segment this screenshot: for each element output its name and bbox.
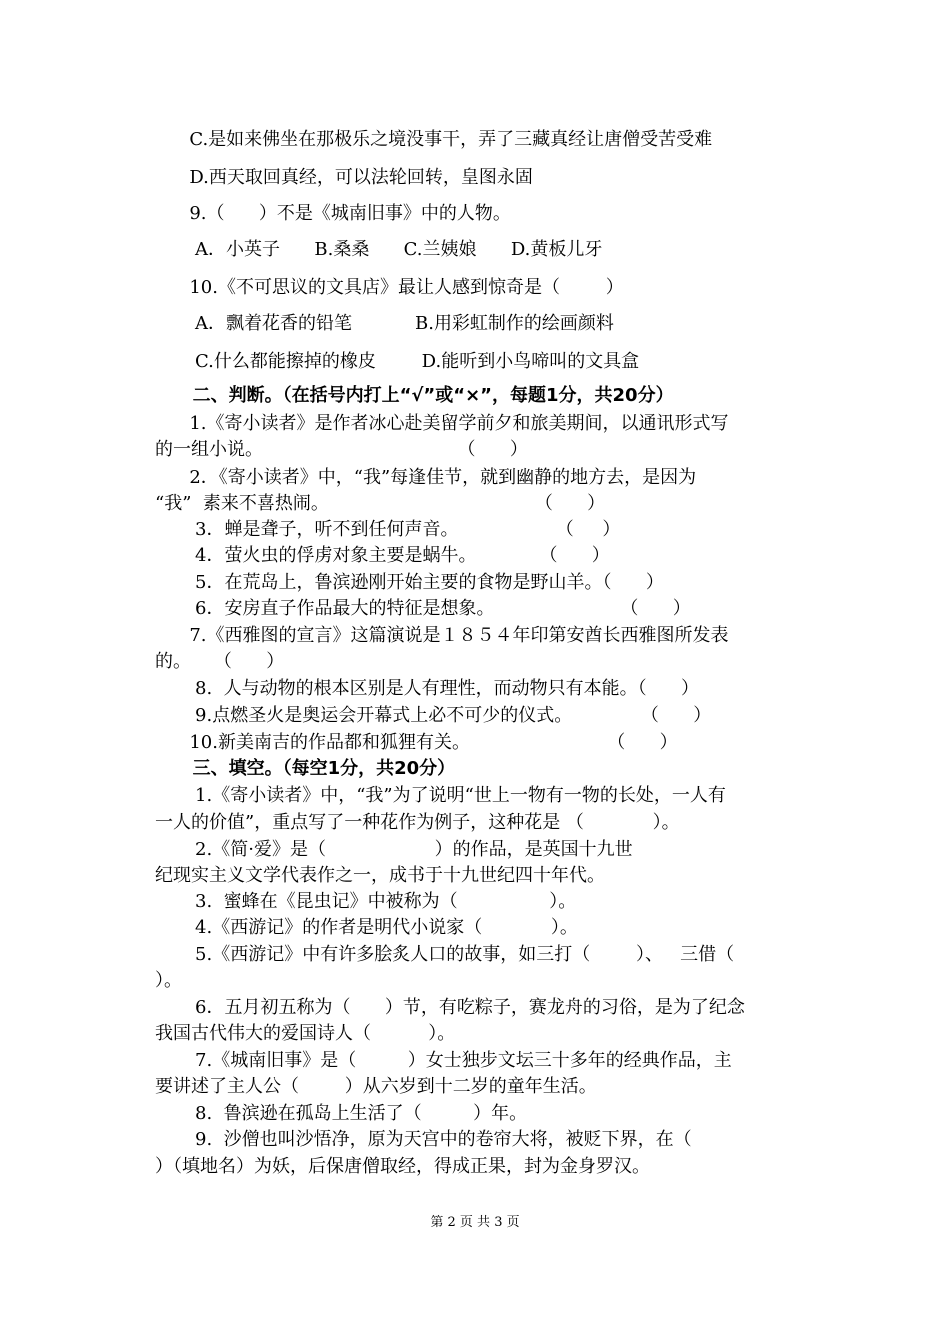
text-line: C.什么都能擦掉的橡皮 D.能听到小鸟啼叫的文具盒 [155,351,640,372]
text-line: 8. 鲁滨逊在孤岛上生活了（ ）年。 [155,1103,528,1124]
text-line: 的。 （ ） [155,651,285,672]
text-line: 纪现实主义文学代表作之一，成书于十九世纪四十年代。 [155,865,605,886]
text-line: 我国古代伟大的爱国诗人（ ）。 [155,1023,456,1044]
text-line: 的一组小说。 （ ） [155,439,528,460]
text-line: 8. 人与动物的根本区别是人有理性，而动物只有本能。（ ） [155,678,699,699]
text-line: 要讲述了主人公（ ）从六岁到十二岁的童年生活。 [155,1076,597,1097]
text-line: 4．萤火虫的俘虏对象主要是蜗牛。 （ ） [155,545,610,566]
text-line: 10.《不可思议的文具店》最让人感到惊奇是（ ） [155,277,624,298]
text-line: 10.新美南吉的作品都和狐狸有关。 （ ） [155,732,678,753]
text-line: 1.《寄小读者》中，“我”为了说明“世上一物有一物的长处，一人有 [155,785,726,806]
text-line: “我” 素来不喜热闹。 （ ） [155,493,606,514]
section-heading: 二、判断。（在括号内打上“√”或“×”，每题1分，共20分） [155,385,674,406]
text-line: A．小英子 B.桑桑 C.兰姨娘 D.黄板儿牙 [155,239,603,260]
section-heading: 三、填空。（每空1分，共20分） [155,758,456,779]
text-line: D.西天取回真经，可以法轮回转，皇图永固 [155,167,533,188]
text-line: 7.《城南旧事》是（ ）女士独步文坛三十多年的经典作品，主 [155,1050,732,1071]
text-line: 5．在荒岛上，鲁滨逊刚开始主要的食物是野山羊。（ ） [155,572,664,593]
text-line: 3．蝉是聋子，听不到任何声音。 （ ） [155,519,621,540]
text-line: 9.（ ）不是《城南旧事》中的人物。 [155,203,511,224]
text-line: C.是如来佛坐在那极乐之境没事干，弄了三藏真经让唐僧受苦受难 [155,129,713,150]
text-line: 6．安房直子作品最大的特征是想象。 （ ） [155,598,691,619]
text-line: 1.《寄小读者》是作者冰心赴美留学前夕和旅美期间，以通讯形式写 [155,413,729,434]
text-line: 2．《寄小读者》中，“我”每逢佳节，就到幽静的地方去，是因为 [155,467,697,488]
text-line: 3. 蜜蜂在《昆虫记》中被称为（ ）。 [155,891,577,912]
text-line: 5.《西游记》中有许多脍炙人口的故事，如三打（ ）、 三借（ [155,944,735,965]
text-line: 9. 沙僧也叫沙悟净，原为天宫中的卷帘大将，被贬下界，在（ [155,1129,692,1150]
text-line: 4.《西游记》的作者是明代小说家（ ）。 [155,917,578,938]
text-line: 7.《西雅图的宣言》这篇演说是１８５４年印第安酋长西雅图所发表 [155,625,729,646]
text-line: 2.《简·爱》是（ ）的作品，是英国十九世 [155,839,633,860]
text-line: 9.点燃圣火是奥运会开幕式上必不可少的仪式。 （ ） [155,705,712,726]
text-line: 6．五月初五称为（ ）节，有吃粽子，赛龙舟的习俗，是为了纪念 [155,997,745,1018]
text-line: A．飘着花香的铅笔 B.用彩虹制作的绘画颜料 [155,313,614,334]
text-line: ）（填地名）为妖，后保唐僧取经，得成正果，封为金身罗汉。 [155,1156,650,1177]
text-line: ）。 [155,970,182,991]
page-footer: 第 2 页 共 3 页 [430,1215,520,1230]
text-line: 一人的价值”，重点写了一种花作为例子，这种花是 （ ）。 [155,812,680,833]
